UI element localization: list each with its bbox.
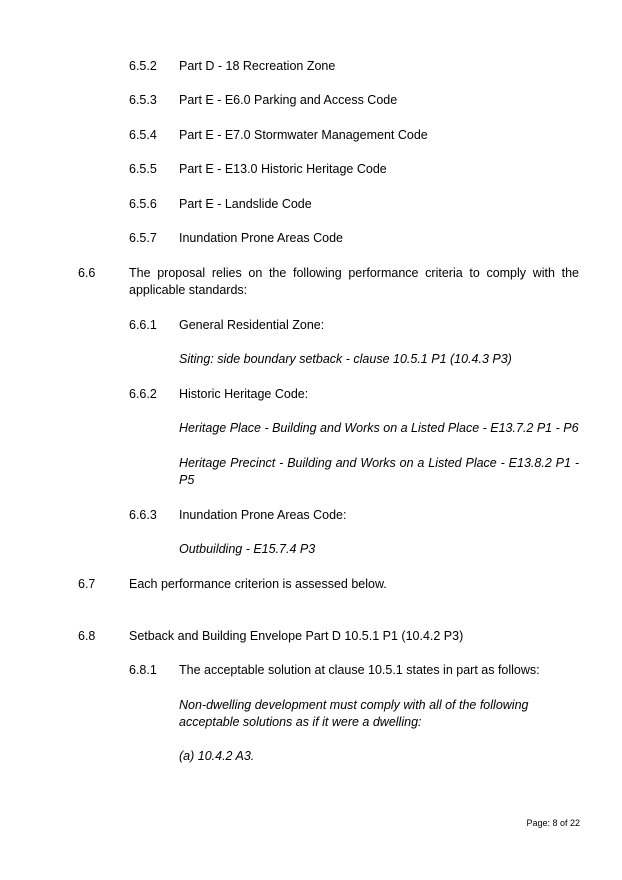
item-detail: Heritage Precinct - Building and Works on a Listed Place - E13.8.2 P1 - P5 <box>179 456 579 487</box>
item-number: 6.5.2 <box>129 59 157 73</box>
section-number: 6.7 <box>78 577 96 591</box>
item-text: Part E - E7.0 Stormwater Management Code <box>179 128 428 142</box>
item-heading: Inundation Prone Areas Code: <box>179 508 347 522</box>
item-number: 6.5.4 <box>129 128 157 142</box>
quoted-text: Non-dwelling development must comply with all of the following acceptable solutions as if it were a dwelling: <box>179 698 529 729</box>
quoted-clause: (a) 10.4.2 A3. <box>179 749 255 763</box>
section-number: 6.8 <box>78 629 96 643</box>
item-number: 6.6.1 <box>129 318 157 332</box>
item-number: 6.6.2 <box>129 387 157 401</box>
item-text: Part E - Landslide Code <box>179 197 312 211</box>
section-text: Each performance criterion is assessed below. <box>129 577 387 591</box>
item-heading: General Residential Zone: <box>179 318 325 332</box>
item-number: 6.8.1 <box>129 663 157 677</box>
item-text: Part E - E6.0 Parking and Access Code <box>179 93 398 107</box>
section-number: 6.6 <box>78 266 96 280</box>
page-number: Page: 8 of 22 <box>526 818 580 828</box>
item-text: Part D - 18 Recreation Zone <box>179 59 336 73</box>
item-detail: Siting: side boundary setback - clause 10.5.1 P1 (10.4.3 P3) <box>179 352 512 366</box>
item-text: Part E - E13.0 Historic Heritage Code <box>179 162 387 176</box>
section-text: The proposal relies on the following performance criteria to comply with the applicable standards: <box>129 266 579 297</box>
item-number: 6.5.5 <box>129 162 157 176</box>
item-heading: Historic Heritage Code: <box>179 387 309 401</box>
item-detail: Outbuilding - E15.7.4 P3 <box>179 542 316 556</box>
section-heading: Setback and Building Envelope Part D 10.5.1 P1 (10.4.2 P3) <box>129 629 464 643</box>
item-detail: Heritage Place - Building and Works on a Listed Place - E13.7.2 P1 - P6 <box>179 421 579 435</box>
item-number: 6.5.7 <box>129 231 157 245</box>
item-number: 6.5.6 <box>129 197 157 211</box>
item-text: The acceptable solution at clause 10.5.1 states in part as follows: <box>179 663 540 677</box>
item-number: 6.6.3 <box>129 508 157 522</box>
item-number: 6.5.3 <box>129 93 157 107</box>
item-text: Inundation Prone Areas Code <box>179 231 344 245</box>
